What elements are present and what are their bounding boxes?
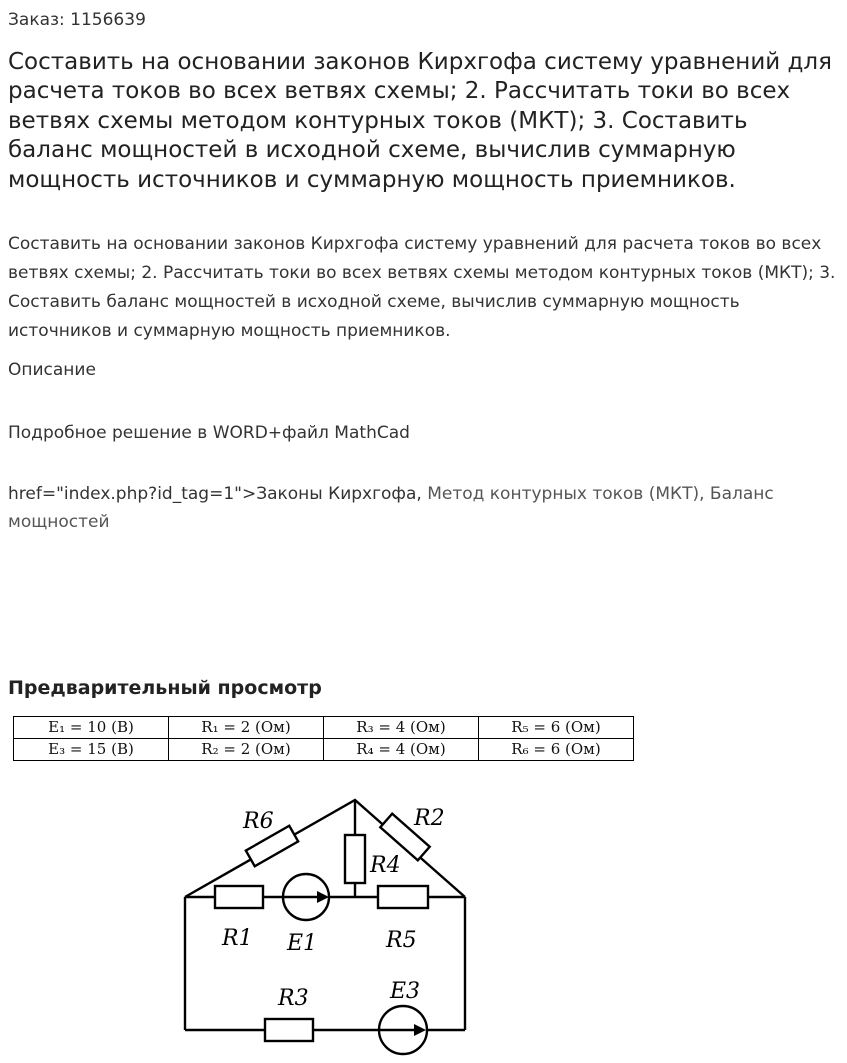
label-e3: E3 [390,979,421,1004]
table-cell: R₁ = 2 (Ом) [169,717,324,739]
label-r3: R3 [278,986,309,1011]
description-text: Подробное решение в WORD+файл MathCad [8,423,410,443]
order-number: Заказ: 1156639 [8,10,146,30]
task-description: Составить на основании законов Кирхгофа систему уравнений для расчета токов во всех ветвях схемы; 2. Рассчитать токи во всех ветвях схемы методом контурных токов (МКТ); 3. Составить баланс мощностей в исходной схеме, вычислив суммарную мощность источников и суммарную мощность приемников. [8,234,836,341]
tag-link-mkt[interactable]: Метод контурных токов (МКТ), [427,484,705,504]
label-r1: R1 [222,926,253,951]
table-row [14,739,634,761]
table-cell: R₂ = 2 (Ом) [169,739,324,761]
tag-link-power-balance[interactable]: Баланс мощностей [8,484,774,532]
table-cell: R₃ = 4 (Ом) [324,717,479,739]
page-title: Составить на основании законов Кирхгофа систему уравнений для расчета токов во всех ветвях схемы; 2. Рассчитать токи во всех ветвях схемы методом контурных токов (МКТ); 3. Составить баланс мощностей в исходной схеме, вычислив суммарную мощность источников и суммарную мощность приемников. [8,49,832,193]
tag-raw-text: href="index.php?id_tag=1">Законы Кирхгофа, [8,484,422,504]
resistor-r4 [345,835,365,883]
label-r4: R4 [370,853,401,878]
table-cell: E₁ = 10 (В) [14,717,169,739]
source-e1 [283,874,329,920]
label-e1: E1 [287,931,318,956]
circuit-diagram [0,780,847,1063]
parameters-table [13,716,634,761]
source-e3 [379,1006,427,1054]
table-cell: R₅ = 6 (Ом) [479,717,634,739]
label-r5: R5 [386,928,417,953]
tag-list [8,480,838,536]
table-cell: R₄ = 4 (Ом) [324,739,479,761]
label-r2: R2 [414,806,445,831]
description-label: Описание [8,360,96,380]
table-row [14,717,634,739]
resistor-r3 [265,1019,313,1041]
label-r6: R6 [243,809,274,834]
table-cell: E₃ = 15 (B) [14,739,169,761]
resistor-r5 [378,886,428,908]
circuit-wires [185,800,465,1030]
table-cell: R₆ = 6 (Ом) [479,739,634,761]
resistor-r1 [215,886,263,908]
preview-title: Предварительный просмотр [8,677,322,699]
